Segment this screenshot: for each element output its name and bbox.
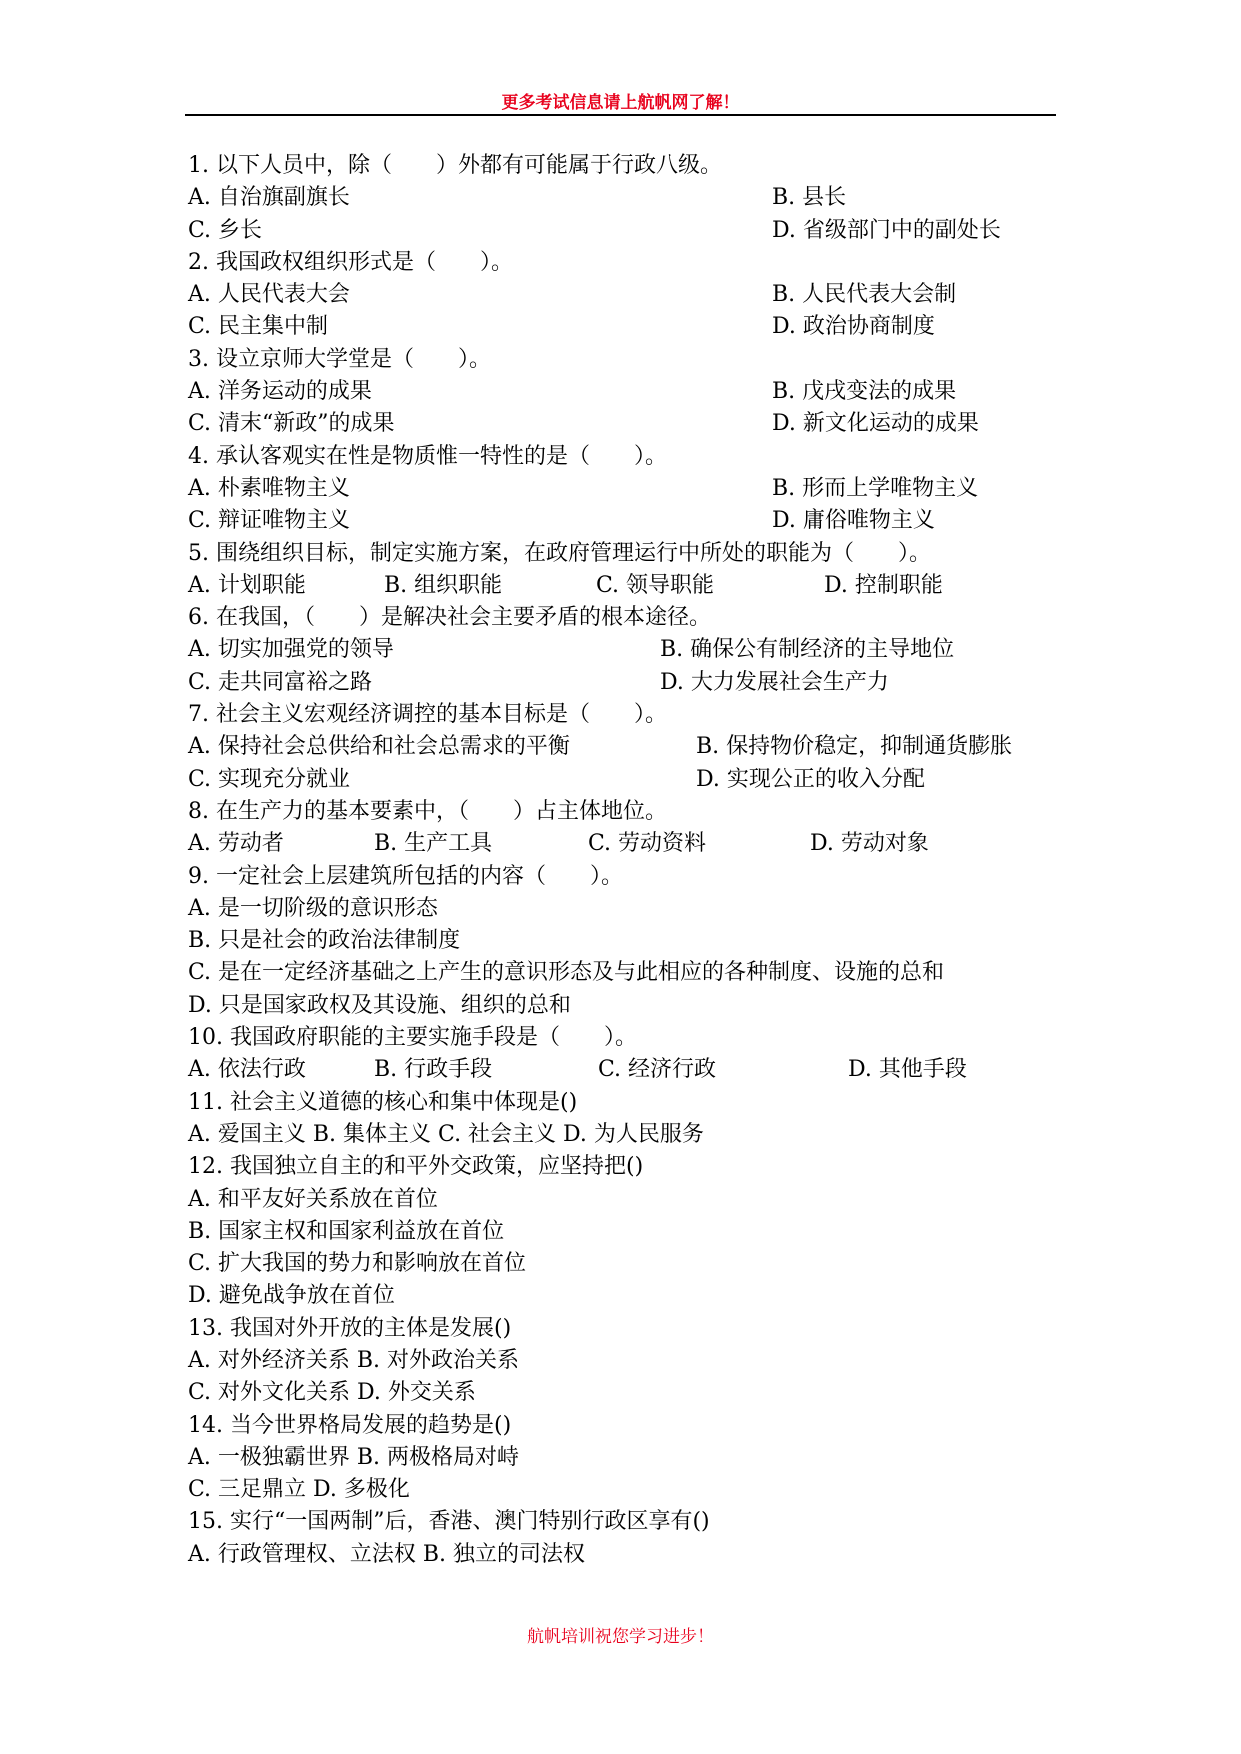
question-stem: 13. 我国对外开放的主体是发展() bbox=[188, 1315, 512, 1341]
option: D. 庸俗唯物主义 bbox=[772, 508, 935, 534]
option: A. 劳动者 bbox=[188, 831, 284, 857]
option: D. 省级部门中的副处长 bbox=[772, 217, 1001, 243]
option: A. 依法行政 bbox=[188, 1057, 306, 1083]
option: A. 爱国主义 B. 集体主义 C. 社会主义 D. 为人民服务 bbox=[188, 1121, 704, 1147]
option: A. 洋务运动的成果 bbox=[188, 379, 372, 405]
page-footer: 航帆培训祝您学习进步！ bbox=[527, 1627, 714, 1647]
option: B. 组织职能 bbox=[384, 572, 503, 598]
question-stem: 15. 实行“一国两制”后，香港、澳门特别行政区享有() bbox=[188, 1509, 710, 1535]
option: B. 形而上学唯物主义 bbox=[772, 475, 979, 501]
option: C. 领导职能 bbox=[596, 572, 715, 598]
option: C. 乡长 bbox=[188, 217, 263, 243]
option: C. 实现充分就业 bbox=[188, 766, 351, 792]
question-stem: 6. 在我国，（ ）是解决社会主要矛盾的根本途径。 bbox=[188, 605, 711, 631]
option-row bbox=[188, 505, 1068, 537]
option: D. 实现公正的收入分配 bbox=[696, 766, 925, 792]
option-row bbox=[188, 1442, 1068, 1474]
option-row bbox=[188, 764, 1068, 796]
option: A. 和平友好关系放在首位 bbox=[188, 1186, 438, 1212]
question-stem: 10. 我国政府职能的主要实施手段是（ ）。 bbox=[188, 1025, 637, 1051]
option: C. 民主集中制 bbox=[188, 314, 329, 340]
question-stem: 12. 我国独立自主的和平外交政策，应坚持把() bbox=[188, 1154, 644, 1180]
option-row bbox=[188, 1539, 1068, 1571]
option-row bbox=[188, 1248, 1068, 1280]
option: D. 劳动对象 bbox=[810, 831, 929, 857]
option: A. 计划职能 bbox=[188, 572, 306, 598]
option-row bbox=[188, 215, 1068, 247]
question-stem: 3. 设立京师大学堂是（ ）。 bbox=[188, 346, 491, 372]
option: B. 生产工具 bbox=[374, 831, 493, 857]
option: C. 三足鼎立 D. 多极化 bbox=[188, 1477, 410, 1503]
option: D. 新文化运动的成果 bbox=[772, 411, 979, 437]
option: A. 朴素唯物主义 bbox=[188, 475, 350, 501]
option-row bbox=[188, 408, 1068, 440]
option-row bbox=[188, 279, 1068, 311]
option-row bbox=[188, 925, 1068, 957]
option: B. 只是社会的政治法律制度 bbox=[188, 928, 461, 954]
option: D. 其他手段 bbox=[848, 1057, 967, 1083]
option: B. 行政手段 bbox=[374, 1057, 493, 1083]
option: D. 政治协商制度 bbox=[772, 314, 935, 340]
option: B. 保持物价稳定，抑制通货膨胀 bbox=[696, 734, 1013, 760]
option-row bbox=[188, 1280, 1068, 1312]
option-row bbox=[188, 1474, 1068, 1506]
option: B. 国家主权和国家利益放在首位 bbox=[188, 1218, 505, 1244]
option-row bbox=[188, 311, 1068, 343]
page-header: 更多考试信息请上航帆网了解！ bbox=[501, 93, 740, 113]
option-row bbox=[188, 957, 1068, 989]
option: C. 走共同富裕之路 bbox=[188, 669, 373, 695]
question-stem: 2. 我国政权组织形式是（ ）。 bbox=[188, 249, 513, 275]
option: C. 辩证唯物主义 bbox=[188, 508, 351, 534]
question-stem: 7. 社会主义宏观经济调控的基本目标是（ ）。 bbox=[188, 702, 667, 728]
question-stem: 14. 当今世界格局发展的趋势是() bbox=[188, 1412, 512, 1438]
option: A. 切实加强党的领导 bbox=[188, 637, 394, 663]
question-list bbox=[188, 150, 1068, 1571]
option-row bbox=[188, 1377, 1068, 1409]
question-stem: 11. 社会主义道德的核心和集中体现是() bbox=[188, 1089, 578, 1115]
option: C. 劳动资料 bbox=[588, 831, 707, 857]
question-stem: 4. 承认客观实在性是物质惟一特性的是（ ）。 bbox=[188, 443, 667, 469]
option: B. 县长 bbox=[772, 185, 847, 211]
option: A. 人民代表大会 bbox=[188, 282, 350, 308]
option-row bbox=[188, 1345, 1068, 1377]
option: A. 一极独霸世界 B. 两极格局对峙 bbox=[188, 1444, 520, 1470]
option-row bbox=[188, 376, 1068, 408]
option: A. 行政管理权、立法权 B. 独立的司法权 bbox=[188, 1541, 586, 1567]
option: A. 是一切阶级的意识形态 bbox=[188, 895, 438, 921]
option: A. 对外经济关系 B. 对外政治关系 bbox=[188, 1347, 520, 1373]
option: D. 大力发展社会生产力 bbox=[660, 669, 889, 695]
option-row bbox=[188, 1184, 1068, 1216]
option-row bbox=[188, 828, 1068, 860]
option: B. 确保公有制经济的主导地位 bbox=[660, 637, 955, 663]
option: B. 戊戌变法的成果 bbox=[772, 379, 957, 405]
option-row bbox=[188, 182, 1068, 214]
option: C. 清末“新政”的成果 bbox=[188, 411, 395, 437]
option: C. 经济行政 bbox=[598, 1057, 717, 1083]
option-row bbox=[188, 1054, 1068, 1086]
option-row bbox=[188, 667, 1068, 699]
question-stem: 8. 在生产力的基本要素中，（ ）占主体地位。 bbox=[188, 798, 667, 824]
option: A. 自治旗副旗长 bbox=[188, 185, 350, 211]
header-divider bbox=[185, 114, 1056, 116]
option-row bbox=[188, 570, 1068, 602]
option-row bbox=[188, 473, 1068, 505]
option-row bbox=[188, 893, 1068, 925]
option: C. 对外文化关系 D. 外交关系 bbox=[188, 1380, 476, 1406]
option: D. 只是国家政权及其设施、组织的总和 bbox=[188, 992, 571, 1018]
option: A. 保持社会总供给和社会总需求的平衡 bbox=[188, 734, 570, 760]
question-stem: 1. 以下人员中，除（ ）外都有可能属于行政八级。 bbox=[188, 153, 722, 178]
option: C. 是在一定经济基础之上产生的意识形态及与此相应的各种制度、设施的总和 bbox=[188, 960, 945, 986]
option: C. 扩大我国的势力和影响放在首位 bbox=[188, 1251, 527, 1277]
option-row bbox=[188, 1119, 1068, 1151]
option: B. 人民代表大会制 bbox=[772, 282, 957, 308]
option: D. 避免战争放在首位 bbox=[188, 1283, 395, 1309]
option-row bbox=[188, 731, 1068, 763]
option: D. 控制职能 bbox=[824, 572, 943, 598]
option-row bbox=[188, 990, 1068, 1022]
question-stem: 9. 一定社会上层建筑所包括的内容（ ）。 bbox=[188, 863, 623, 889]
question-stem: 5. 围绕组织目标，制定实施方案，在政府管理运行中所处的职能为（ ）。 bbox=[188, 540, 931, 566]
option-row bbox=[188, 1216, 1068, 1248]
option-row bbox=[188, 634, 1068, 666]
